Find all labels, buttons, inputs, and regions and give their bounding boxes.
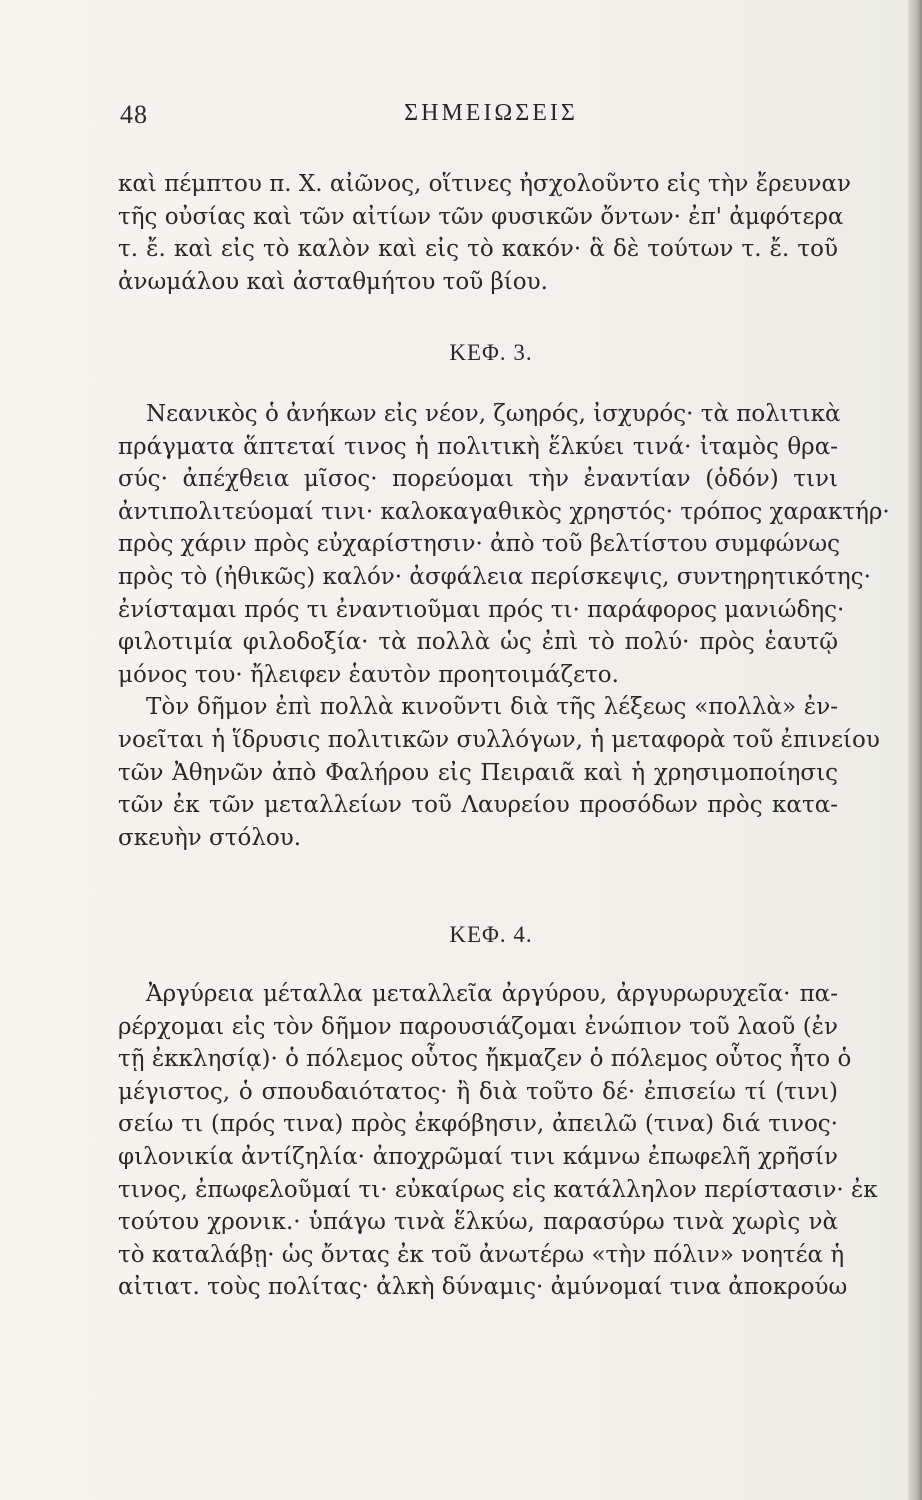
text-line: τινος, ἐπωφελοῦμαί τι· εὐκαίρως εἰς κατάλληλον περίστασιν· ἐκ [118, 1176, 878, 1203]
page-number: 48 [120, 100, 148, 129]
text-line: ἀνωμάλου καὶ ἀσταθμήτου τοῦ βίου. [118, 268, 548, 295]
text-line: ρέρχομαι εἰς τὸν δῆμον παρουσιάζομαι ἐνώπιον τοῦ λαοῦ (ἐν [118, 1013, 838, 1040]
text-line: Τὸν δῆμον ἐπὶ πολλὰ κινοῦντι διὰ τῆς λέξεως «πολλὰ» ἐν- [146, 694, 838, 721]
running-head: ΣΗΜΕΙΩΣΕΙΣ [404, 100, 578, 126]
text-line: πράγματα ἅπτεταί τινος ἡ πολιτικὴ ἕλκύει τινά· ἰταμὸς θρα- [118, 433, 838, 460]
text-line: τῆς οὐσίας καὶ τῶν αἰτίων τῶν φυσικῶν ὄντων· ἐπ' ἀμφότερα [118, 203, 844, 230]
text-line: τ. ἔ. καὶ εἰς τὸ καλὸν καὶ εἰς τὸ κακόν· ἃ δὲ τούτων τ. ἔ. τοῦ [118, 236, 838, 263]
text-line: φιλοτιμία φιλοδοξία· τὰ πολλὰ ὡς ἐπὶ τὸ πολύ· πρὸς ἑαυτῷ [118, 629, 838, 656]
text-line: μόνος του· ἤλειφεν ἑαυτὸν προητοιμάζετο. [118, 661, 619, 688]
text-line: μέγιστος, ὁ σπουδαιότατος· ἢ διὰ τοῦτο δέ· ἐπισείω τί (τινι) [118, 1078, 838, 1105]
notes-chapter-3 [118, 398, 890, 854]
paragraph-continuation [118, 168, 851, 298]
chapter-heading-4: ΚΕΦ. 4. [449, 922, 533, 947]
text-line: ἐνίσταμαι πρός τι ἐναντιοῦμαι πρός τι· παράφορος μανιώδης· [118, 596, 845, 623]
text-line: τῶν Ἀθηνῶν ἀπὸ Φαλήρου εἰς Πειραιᾶ καὶ ἡ χρησιμοποίησις [118, 759, 838, 786]
text-line: πρὸς χάριν πρὸς εὐχαρίστησιν· ἀπὸ τοῦ βελτίστου συμφώνως [118, 531, 840, 558]
text-line: Ἀργύρεια μέταλλα μεταλλεῖα ἀργύρου, ἀργυρωρυχεῖα· πα- [146, 981, 838, 1007]
text-line: ἀντιπολιτεύομαί τινι· καλοκαγαθικὸς χρηστός· τρόπος χαρακτήρ· [118, 498, 890, 525]
text-line: αἰτιατ. τοὺς πολίτας· ἀλκὴ δύναμις· ἀμύνομαί τινα ἀποκρούω [118, 1274, 848, 1301]
text-line: τῶν ἐκ τῶν μεταλλείων τοῦ Λαυρείου προσόδων πρὸς κατα- [118, 792, 838, 819]
text-line: πρὸς τὸ (ἠθικῶς) καλόν· ἀσφάλεια περίσκεψις, συντηρητικότης· [118, 563, 871, 590]
text-line: καὶ πέμπτου π. Χ. αἰῶνος, οἵτινες ἠσχολοῦντο εἰς τὴν ἔρευναν [118, 171, 851, 197]
text-line: τούτου χρονικ.· ὑπάγω τινὰ ἕλκύω, παρασύρω τινὰ χωρὶς νὰ [118, 1209, 838, 1236]
page-header [0, 100, 922, 140]
text-line: νοεῖται ἡ ἵδρυσις πολιτικῶν συλλόγων, ἡ μεταφορὰ τοῦ ἐπινείου [118, 726, 880, 753]
text-line: τῇ ἐκκλησίᾳ)· ὁ πόλεμος οὗτος ἤκμαζεν ὁ πόλεμος οὗτος ἦτο ὁ [118, 1046, 852, 1073]
text-line: Νεανικὸς ὁ ἀνήκων εἰς νέον, ζωηρός, ἰσχυρός· τὰ πολιτικὰ [146, 401, 841, 427]
chapter-heading-3: ΚΕΦ. 3. [449, 340, 533, 365]
text-line: σκευὴν στόλου. [118, 824, 302, 851]
notes-chapter-4 [118, 978, 878, 1304]
text-line: σύς· ἀπέχθεια μῖσος· πορεύομαι τὴν ἐναντίαν (ὁδόν) τινι [118, 466, 838, 493]
page-edge [908, 0, 922, 1500]
text-line: σείω τι (πρός τινα) πρὸς ἐκφόβησιν, ἀπειλῶ (τινα) διά τινος· [118, 1111, 838, 1138]
text-line: φιλονικία ἀντίζηλία· ἀποχρῶμαί τινι κάμνω ἐπωφελῆ χρῆσίν [118, 1143, 838, 1170]
text-line: τὸ καταλάβῃ· ὡς ὄντας ἐκ τοῦ ἀνωτέρω «τὴν πόλιν» νοητέα ἡ [118, 1241, 845, 1268]
